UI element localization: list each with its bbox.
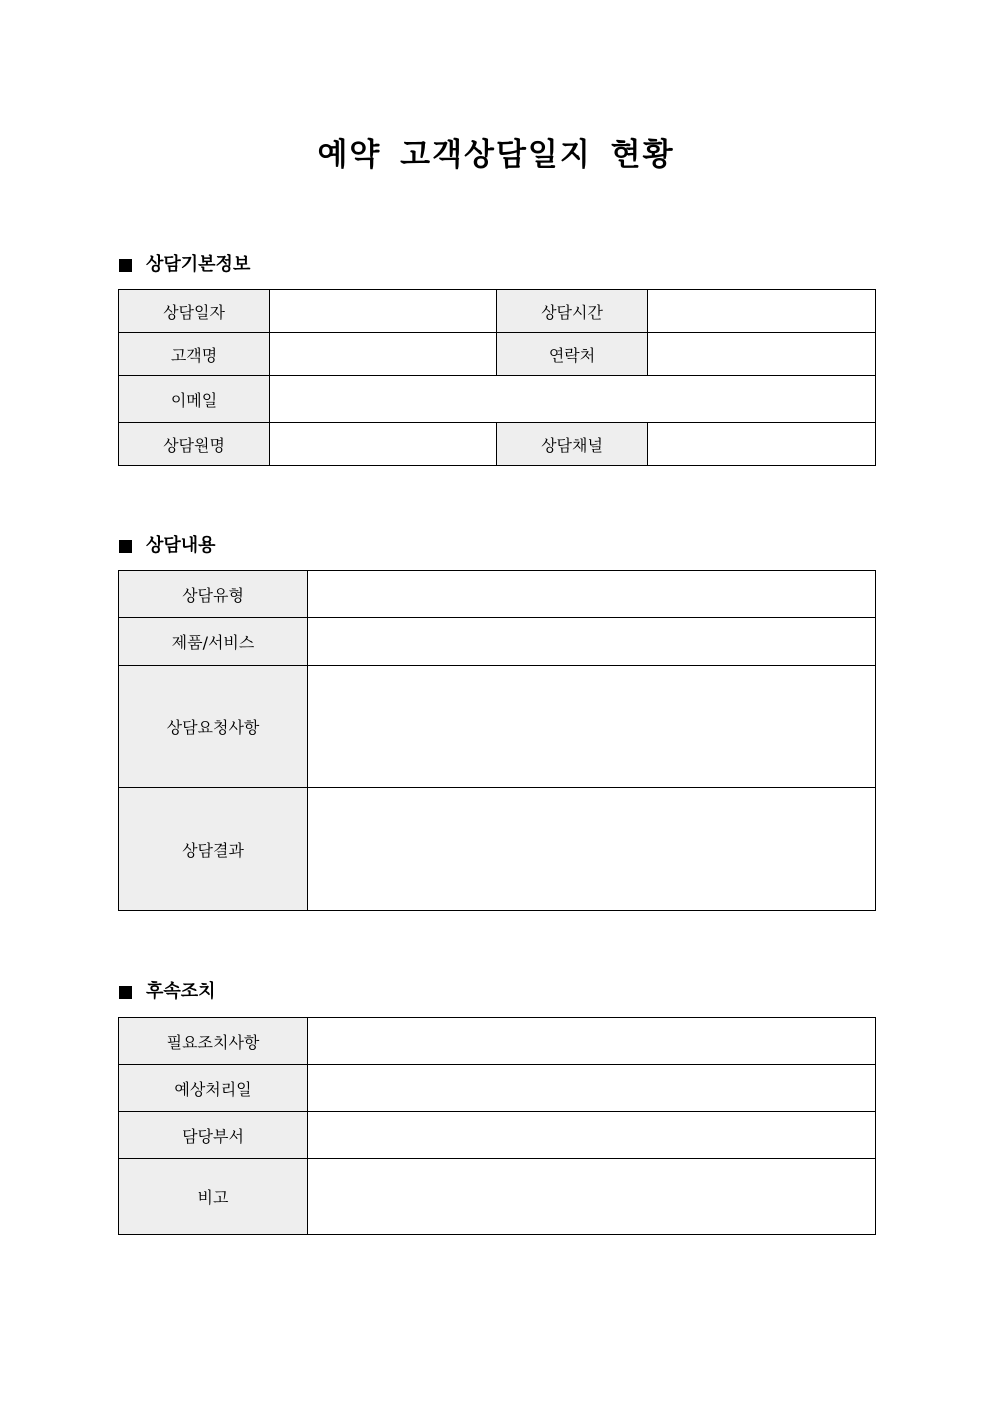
consult-content-table — [118, 570, 876, 911]
table-row — [119, 290, 876, 333]
table-row — [119, 1112, 876, 1159]
table-row — [119, 423, 876, 466]
required-action-field[interactable] — [308, 1018, 876, 1065]
contact-label: 연락처 — [497, 333, 648, 376]
customer-name-label: 고객명 — [119, 333, 270, 376]
table-row — [119, 1159, 876, 1235]
consult-result-label: 상담결과 — [119, 788, 308, 911]
section-heading-label: 후속조치 — [146, 981, 216, 1002]
section-heading-label: 상담내용 — [146, 535, 216, 556]
section-heading-label: 상담기본정보 — [146, 254, 251, 275]
table-row — [119, 666, 876, 788]
expected-date-label: 예상처리일 — [119, 1065, 308, 1112]
section-heading-basic-info — [119, 253, 250, 277]
consult-result-field[interactable] — [308, 788, 876, 911]
section-heading-followup — [119, 980, 216, 1004]
consult-request-field[interactable] — [308, 666, 876, 788]
basic-info-table — [118, 289, 876, 466]
note-label: 비고 — [119, 1159, 308, 1235]
consult-date-field[interactable] — [270, 290, 497, 333]
consult-time-field[interactable] — [648, 290, 876, 333]
contact-field[interactable] — [648, 333, 876, 376]
counselor-name-field[interactable] — [270, 423, 497, 466]
square-bullet-icon — [119, 259, 132, 272]
table-row — [119, 1018, 876, 1065]
required-action-label: 필요조치사항 — [119, 1018, 308, 1065]
consult-type-field[interactable] — [308, 571, 876, 618]
square-bullet-icon — [119, 540, 132, 553]
section-heading-content — [119, 534, 216, 558]
table-row — [119, 788, 876, 911]
followup-table — [118, 1017, 876, 1235]
product-service-field[interactable] — [308, 618, 876, 666]
consult-channel-label: 상담채널 — [497, 423, 648, 466]
page-title: 예약 고객상담일지 현황 — [317, 137, 675, 173]
consult-time-label: 상담시간 — [497, 290, 648, 333]
note-field[interactable] — [308, 1159, 876, 1235]
expected-date-field[interactable] — [308, 1065, 876, 1112]
department-label: 담당부서 — [119, 1112, 308, 1159]
table-row — [119, 333, 876, 376]
consult-date-label: 상담일자 — [119, 290, 270, 333]
table-row — [119, 618, 876, 666]
consult-request-label: 상담요청사항 — [119, 666, 308, 788]
square-bullet-icon — [119, 986, 132, 999]
consult-type-label: 상담유형 — [119, 571, 308, 618]
department-field[interactable] — [308, 1112, 876, 1159]
table-row — [119, 571, 876, 618]
email-field[interactable] — [270, 376, 876, 423]
consult-channel-field[interactable] — [648, 423, 876, 466]
table-row — [119, 376, 876, 423]
counselor-name-label: 상담원명 — [119, 423, 270, 466]
table-row — [119, 1065, 876, 1112]
email-label: 이메일 — [119, 376, 270, 423]
product-service-label: 제품/서비스 — [119, 618, 308, 666]
customer-name-field[interactable] — [270, 333, 497, 376]
